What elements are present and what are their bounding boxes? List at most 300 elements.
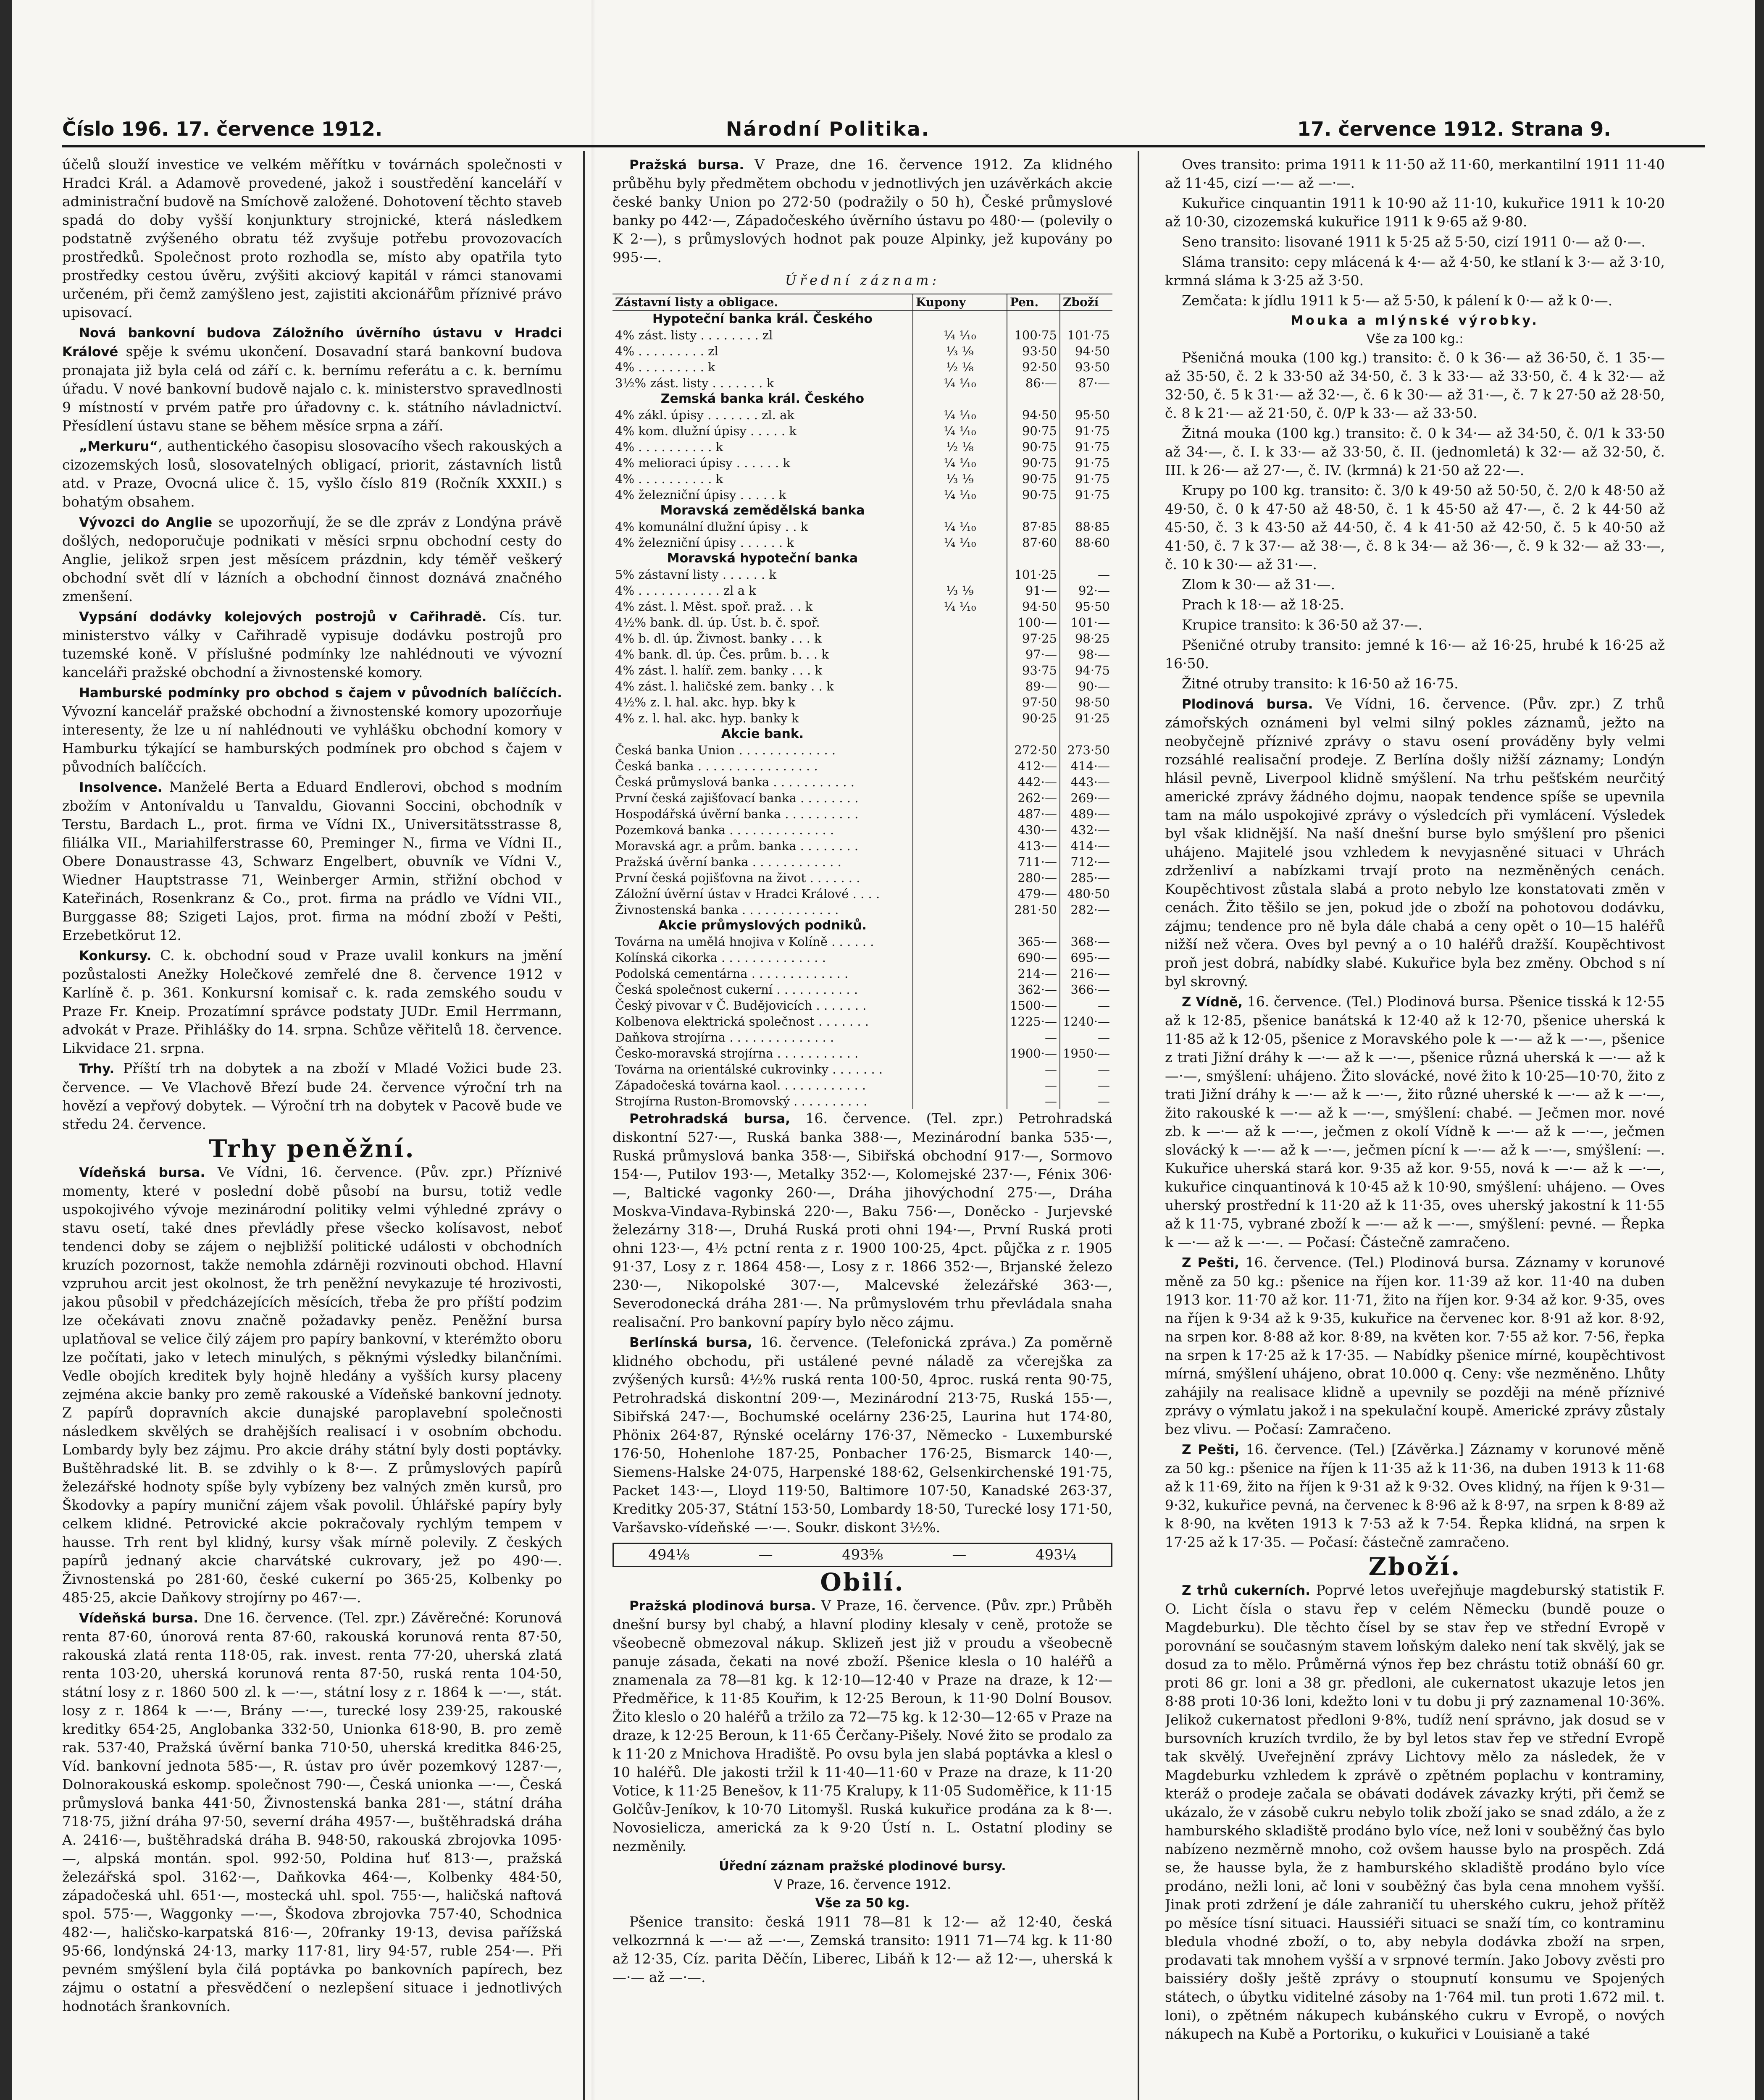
table-cell-price: — <box>1060 1093 1112 1109</box>
table-cell-name: 4% bank. dl. úp. Čes. prům. b. . . k <box>615 647 829 662</box>
table-cell-price: 89·— <box>1007 678 1060 694</box>
table-cell-price: 1500·— <box>1007 998 1060 1013</box>
paragraph-body: V Praze, 16. července. (Pův. zpr.) Průběh dnešní bursy byl chabý, a hlavní plodiny klesaly v ceně, protože se všeobecně obmezoval nákup. Sklizeň jest již v proudu a všeobecně panuje zásada, čekati na nové zboží. Pšenice klesla o 10 haléřů a znamenala za 78—81 kg. k 12·10—12·40 v Praze na draze, k 12·— Předměřice, k 11·85 Kouřim, k 12·25 Beroun, k 11·90 Dolní Bousov. Žito kleslo o 20 haléřů a tržilo za 72—75 kg. k 12·30—12·65 v Praze na draze, k 12·25 Beroun, k 11·65 Čerčany-Pišely. Nové žito se prodalo za k 11·20 z Mnichova Hradiště. Po ovsu byla jen slabá poptávka a klesl o 10 haléřů. Dle jakosti tržil k 11·40—11·60 v Praze na draze, k 11·20 Votice, k 11·25 Benešov, k 11·75 Kralupy, k 11·05 Sudoměřice, k 11·15 Golčův-Jeníkov, k 10·70 Litomyšl. Ruská kukuřice prodána za k 8·—. Novosielicza, americká za k 9·20 Ústí n. L. Ostatní plodiny se nezměnily. <box>613 1597 1112 1854</box>
paragraph-lead: Z Pešti, <box>1182 1255 1239 1270</box>
table-cell-price <box>1060 311 1112 327</box>
header-date-page: 17. července 1912. Strana 9. <box>1297 118 1611 140</box>
table-cell-coupon: ⅟₄ ⅟₁₀ <box>913 375 1007 391</box>
paragraph: Krupy po 100 kg. transito: č. 3/0 k 49·50 až 50·50, č. 2/0 k 48·50 až 49·50, č. 0 k 47·50 až 48·50, č. 1 k 45·50 až 47·—, č. 2 k 44·50 až 45·50, č. 3 k 43·50 až 44·50, č. 4 k 41·50 až 42·50, č. 5 k 40·50 až 41·50, č. 7 k 37·— až 38·—, č. 8 k 34·— až 36·—, č. 9 k 32·— až 33·—, č. 10 k 30·— až 31·—. <box>1165 482 1665 572</box>
table-cell-name: První česká zajišťovací banka . . . . . . . . <box>615 791 859 805</box>
table-row <box>613 934 1112 950</box>
table-cell-price: 86·— <box>1007 375 1060 391</box>
page-fold-shadow <box>592 0 596 2100</box>
paragraph <box>613 1109 1112 1331</box>
table-cell-price: — <box>1007 1061 1060 1077</box>
table-cell-coupon <box>913 1045 1007 1061</box>
table-cell-name: 4% zást. l. Měst. spoř. praž. . . k <box>615 599 813 614</box>
page-header <box>12 118 1755 149</box>
table-row <box>613 1045 1112 1061</box>
table-row <box>613 726 1112 742</box>
table-row <box>613 822 1112 838</box>
paragraph-lead: Plodinová bursa. <box>1182 697 1313 712</box>
table-cell-price: 91·75 <box>1060 423 1112 439</box>
table-cell-price: 414·— <box>1060 838 1112 854</box>
paragraph-body: Vývozní kancelář pražské obchodní a živnostenské komory upozorňuje interesenty, že lze u ní nahlédnouti ve vyhlášku obchodní komory v Hamburku týkající se hamburských podmínek pro obchod s čajem v původních balíčcích. <box>62 703 562 775</box>
table-cell-coupon: ⅟₃ ⅟₉ <box>913 471 1007 487</box>
table-cell-price: 88·85 <box>1060 519 1112 535</box>
table-cell-coupon <box>913 950 1007 966</box>
table-cell-price: 366·— <box>1060 982 1112 998</box>
table-cell-price <box>1060 503 1112 519</box>
paragraph <box>62 778 562 945</box>
column-header: Pen. <box>1007 294 1060 311</box>
table-cell-price: 442·— <box>1007 774 1060 790</box>
table-cell-coupon <box>913 614 1007 630</box>
paragraph-body: Příští trh na dobytek a na zboží v Mladé Vožici bude 23. července. — Ve Vlachově Březí bude 24. července výroční trh na hovězí a vepřový dobytek. — Výroční trh na dobytek v Pacově bude ve středu 24. července. <box>62 1060 562 1132</box>
paragraph <box>62 1163 562 1607</box>
table-cell-price <box>1007 391 1060 407</box>
table-cell-name: Továrna na orientálské cukrovinky . . . . . . . <box>615 1062 883 1076</box>
table-cell-coupon: ⅟₄ ⅟₁₀ <box>913 327 1007 343</box>
table-row <box>613 758 1112 774</box>
paragraph <box>1165 1581 1665 2043</box>
table-row <box>613 455 1112 471</box>
table-row <box>613 742 1112 758</box>
table-cell-price <box>1060 918 1112 934</box>
table-cell-price: 1225·— <box>1007 1013 1060 1029</box>
table-cell-name: 4% železniční úpisy . . . . . . k <box>615 536 794 550</box>
table-cell-price: 98·50 <box>1060 694 1112 710</box>
table-cell-price: 97·25 <box>1007 630 1060 646</box>
table-header-row <box>613 294 1112 311</box>
table-cell-name: 4% zást. l. halíř. zem. banky . . . k <box>615 663 823 677</box>
table-cell-coupon: ⅟₂ ⅟₈ <box>913 439 1007 455</box>
table-row <box>613 583 1112 598</box>
table-cell-name: 4% . . . . . . . . . . k <box>615 440 723 454</box>
table-cell-price: — <box>1060 998 1112 1013</box>
table-cell-price: 273·50 <box>1060 742 1112 758</box>
paragraph <box>62 683 562 776</box>
table-cell-price: 1240·— <box>1060 1013 1112 1029</box>
table-cell-coupon: ⅟₄ ⅟₁₀ <box>913 519 1007 535</box>
table-section-label: Zemská banka král. Českého <box>660 391 865 406</box>
table-cell-price: 101·— <box>1060 614 1112 630</box>
table-cell-price: 88·60 <box>1060 535 1112 551</box>
paragraph-body: Manželé Berta a Eduard Endlerovi, obchod s modním zbožím v Antonívaldu u Tanvaldu, Giovanni Soccini, obchodník v Terstu, Bardach L., prot. firma ve Vídni IX., Universitätsstrasse 8, filiálka VII., Mariahilferstrasse 60, Preminger N., firma ve Vídni II., Obere Donaustrasse 43, Schwarz Engelbert, obuvník ve Vídni V., Wiedner Hauptstrasse 71, Weinberger Armin, střižní obchod v Kateřinách, Rosenkranz & Co., prot. firma na prádlo ve Vídni VII., Burggasse 88; Szigeti Lajos, prot. firma na módní zboží v Pešti, Erzebetkörut 12. <box>62 779 562 943</box>
table-cell-coupon <box>913 886 1007 902</box>
table-cell-name: Živnostenská banka . . . . . . . . . . . . . <box>615 903 839 917</box>
paragraph: Žitné otruby transito: k 16·50 až 16·75. <box>1182 675 1459 692</box>
paragraph-lead: Petrohradská bursa, <box>629 1111 791 1126</box>
paragraph-lead: Vídeňská bursa. <box>79 1165 205 1180</box>
paragraph-body: , authentického časopisu slosovacího všech rakouských a cizozemských losů, slosovatelných obligací, priorit, zástavních listů atd. v Praze, Ovocná ulice č. 15, vyšlo číslo 819 (Ročník XXXII.) s bohatým obsahem. <box>62 438 562 510</box>
table-cell-price: 100·75 <box>1007 327 1060 343</box>
paragraph-body: 16. července. (Tel.) Plodinová bursa. Záznamy v korunové měně za 50 kg.: pšenice na říjen kor. 11·39 až kor. 11·40 na duben 1913 kor. 11·70 až kor. 11·71, žito na říjen kor. 9·34 až kor. 9·35, oves na říjen k 9·34 až k 9·35, kukuřice na červenec kor. 8·91 až kor. 8·92, na srpen kor. 8·88 až kor. 8·89, na květen kor. 7·55 až kor. 7·56, řepka na srpen k 17·25 až k 17·35. — Nabídky pšenice mírné, koupěchtivost mírná, smýšlení uhájeno, obrat 10.000 q. Ceny: vše nezměněno. Lhůty zahájily na realisace klidně a upevnily se později na méně příznivé zprávy o výmlatu jakož i na spekulační koupě. Americké zprávy zůstaly bez vlivu. — Počasí: Zamračeno. <box>1165 1254 1665 1437</box>
table-cell-name: 4% . . . . . . . . . zl <box>615 344 718 358</box>
table-cell-coupon <box>913 551 1007 567</box>
table-row <box>613 1093 1112 1109</box>
paragraph <box>1165 1253 1665 1438</box>
table-cell-coupon <box>913 822 1007 838</box>
table-cell-price: 94·75 <box>1060 662 1112 678</box>
paragraph: Zemčata: k jídlu 1911 k 5·— až 5·50, k pálení k 0·— až k 0·—. <box>1182 292 1613 309</box>
subsection-note: Vše za 50 kg. <box>815 1896 910 1911</box>
table-cell-price: 93·50 <box>1060 359 1112 375</box>
table-row <box>613 678 1112 694</box>
subsection-title: Úřední záznam pražské plodinové bursy. <box>719 1859 1006 1874</box>
table-cell-price: 489·— <box>1060 806 1112 822</box>
table-cell-price: 94·50 <box>1060 343 1112 359</box>
table-cell-price: 413·— <box>1007 838 1060 854</box>
table-cell-coupon <box>913 694 1007 710</box>
table-cell-coupon <box>913 662 1007 678</box>
table-cell-name: Strojírna Ruston-Bromovský . . . . . . . . . . <box>615 1094 868 1108</box>
table-cell-name: Hospodářská úvěrní banka . . . . . . . . . . <box>615 807 859 821</box>
paragraph: Sláma transito: cepy mlácená k 4·— až 4·50, ke stlaní k 3·— až 3·10, krmná sláma k 3·25 až 3·50. <box>1165 254 1665 289</box>
paragraph-lead: Vývozci do Anglie <box>79 515 213 530</box>
paragraph-body: Dne 16. července. (Tel. zpr.) Závěrečné: Korunová renta 87·60, únorová renta 87·60, rakouská korunová renta 87·50, rakouská zlatá renta 118·05, rak. invest. renta 77·20, uherská zlatá renta 103·20, uherská korunová renta 87·50, ruská renta 104·50, státní losy z r. 1860 500 zl. k —·—, státní losy z r. 1864 k —·—, stát. losy z r. 1864 k —·—, Brány —·—, turecké losy 239·25, rakouské kreditky 654·25, Anglobanka 332·50, Unionka 618·90, B. pro země rak. 537·40, Pražská úvěrní banka 710·50, uherská kreditka 846·25, Víd. bankovní jednota 585·—, R. ústav pro úvěr pozemkový 1287·—, Dolnorakouská eskomp. společnost 790·—, Česká unionka —·—, Česká průmyslová banka 441·50, Živnostenská banka 281·—, státní dráha 718·75, jižní dráha 97·50, severní dráha 4957·—, buštěhradská dráha A. 2416·—, buštěhradská dráha B. 948·50, rakouská zbrojovka 1095·—, alpská montán. spol. 992·50, Poldina huť 813·—, pražská železářská spol. 3162·—, Daňkovka 464·—, Kolbenky 484·50, západočeská uhl. 651·—, mostecká uhl. spol. 755·—, haličská naftová spol. 575·—, Waggonky —·—, Škodova zbrojovka 757·40, Schodnica 482·—, haličsko-karpatská 816·—, 20franky 19·13, devisa pařížská 95·66, londýnská 24·13, marky 117·81, liry 94·57, ruble 254·—. Při pevném smýšlení byla čilá poptávka po bankovních papírech, bez zájmu o ostatní a přesvědčení o nezlepšení situace i jednotlivých hodnotách šrankovních. <box>62 1609 562 2014</box>
table-cell-name: Západočeská továrna kaol. . . . . . . . . . . . <box>615 1078 866 1092</box>
table-cell-coupon <box>913 966 1007 982</box>
table-cell-price: 368·— <box>1060 934 1112 950</box>
table-cell-name: Záložní úvěrní ústav v Hradci Králové . . . . <box>615 887 880 901</box>
paragraph-lead: Pražská plodinová bursa. <box>629 1599 816 1614</box>
table-cell-coupon <box>913 391 1007 407</box>
table-row <box>613 535 1112 551</box>
table-cell-price: — <box>1007 1093 1060 1109</box>
table-row <box>613 551 1112 567</box>
table-cell-price: 94·50 <box>1007 407 1060 423</box>
table-cell-name: 4% zást. l. haličské zem. banky . . k <box>615 679 834 693</box>
table-cell-name: 5% zástavní listy . . . . . . k <box>615 567 777 582</box>
paragraph-body: spěje k svému ukončení. Dosavadní stará bankovní budova pronajata již byla celá od září c. k. bernímu referátu a c. k. bernímu úřadu. V nové bankovní budově najalo c. k. ministerstvo spravedlnosti 9 místností v prvém patře pro úřadovny c. k. státního návladnictví. Přesídlení ústavu stane se během měsíce srpna a září. <box>62 343 562 434</box>
table-cell-name: První česká pojišťovna na život . . . . . . . <box>615 871 860 885</box>
table-cell-coupon <box>913 567 1007 583</box>
table-row <box>613 694 1112 710</box>
column-2 <box>613 155 1112 2100</box>
table-cell-name: Pozemková banka . . . . . . . . . . . . . . <box>615 823 834 837</box>
table-cell-price: 91·75 <box>1060 455 1112 471</box>
paragraph <box>613 155 1112 267</box>
table-row <box>613 439 1112 455</box>
table-cell-price: 97·— <box>1007 646 1060 662</box>
table-cell-price: 87·— <box>1060 375 1112 391</box>
table-cell-price: 91·75 <box>1060 439 1112 455</box>
table-cell-price: 690·— <box>1007 950 1060 966</box>
table-cell-price: 281·50 <box>1007 902 1060 918</box>
table-cell-coupon <box>913 646 1007 662</box>
paragraph: Pšeničné otruby transito: jemné k 16·— až 16·25, hrubé k 16·25 až 16·50. <box>1165 637 1665 672</box>
paragraph-lead: Vídeňská bursa. <box>79 1611 198 1626</box>
table-cell-price: 91·25 <box>1060 710 1112 726</box>
table-cell-price: 94·50 <box>1007 598 1060 614</box>
paragraph: Krupice transito: k 36·50 až 37·—. <box>1182 617 1423 633</box>
table-cell-coupon <box>913 806 1007 822</box>
table-row <box>613 423 1112 439</box>
paragraph-body: 16. července. (Tel.) [Závěrka.] Záznamy v korunové měně za 50 kg.: pšenice na říjen k 11·35 až k 11·36, na duben 1913 k 11·68 až k 11·69, žito na říjen k 9·31 až k 9·32. Oves klidný, na říjen k 9·31—9·32, kukuřice pevná, na červenec k 8·96 až k 8·97, na srpen k 8·89 až k 8·90, na květen 1913 k 7·53 až k 7·54. Řepka klidná, na srpen k 17·25 až k 17·35. — Počasí: částečně zamračeno. <box>1165 1441 1665 1550</box>
table-cell-name: Česko-moravská strojírna . . . . . . . . . . . <box>615 1046 859 1060</box>
table-row <box>613 774 1112 790</box>
paragraph <box>1165 992 1665 1252</box>
table-body <box>613 311 1112 1109</box>
table-cell-price: 487·— <box>1007 806 1060 822</box>
table-cell-price <box>1007 918 1060 934</box>
table-cell-price: 285·— <box>1060 870 1112 886</box>
table-cell-name: Podolská cementárna . . . . . . . . . . . . . <box>615 966 849 981</box>
table-cell-price: 90·75 <box>1007 487 1060 503</box>
table-cell-coupon <box>913 630 1007 646</box>
table-cell-coupon: ⅟₂ ⅟₈ <box>913 359 1007 375</box>
table-cell-price: 412·— <box>1007 758 1060 774</box>
table-cell-coupon <box>913 870 1007 886</box>
table-cell-price: 430·— <box>1007 822 1060 838</box>
table-row <box>613 375 1112 391</box>
table-section-label: Akcie průmyslových podniků. <box>658 918 867 933</box>
table-cell-price: — <box>1060 1029 1112 1045</box>
paragraph <box>62 323 562 435</box>
table-cell-coupon <box>913 774 1007 790</box>
table-cell-coupon <box>913 934 1007 950</box>
paragraph: Prach k 18·— až 18·25. <box>1182 596 1344 613</box>
table-cell-price: 216·— <box>1060 966 1112 982</box>
paragraph-lead: Z Pešti, <box>1182 1442 1240 1457</box>
paragraph <box>1165 1440 1665 1551</box>
paragraph <box>613 1596 1112 1856</box>
table-cell-price: 90·25 <box>1007 710 1060 726</box>
table-cell-coupon <box>913 678 1007 694</box>
table-cell-coupon <box>913 1061 1007 1077</box>
table-cell-coupon <box>913 902 1007 918</box>
table-cell-coupon <box>913 710 1007 726</box>
newspaper-page <box>12 0 1755 2100</box>
table-row <box>613 391 1112 407</box>
table-row <box>613 567 1112 583</box>
table-cell-price: 90·75 <box>1007 439 1060 455</box>
table-cell-name: 4% . . . . . . . . . . k <box>615 472 723 486</box>
table-cell-price: 1900·— <box>1007 1045 1060 1061</box>
subsection-subtitle: V Praze, 16. července 1912. <box>774 1877 951 1892</box>
table-row <box>613 598 1112 614</box>
subsection-title: Mouka a mlýnské výrobky. <box>1291 313 1539 328</box>
table-cell-name: 4% kom. dlužní úpisy . . . . . k <box>615 424 797 438</box>
table-cell-price <box>1060 391 1112 407</box>
table-cell-price: 280·— <box>1007 870 1060 886</box>
table-cell-coupon: ⅟₄ ⅟₁₀ <box>913 535 1007 551</box>
table-cell-price: 414·— <box>1060 758 1112 774</box>
table-cell-price: — <box>1060 567 1112 583</box>
table-cell-price <box>1007 726 1060 742</box>
table-cell-price: 214·— <box>1007 966 1060 982</box>
table-cell-price: 91·75 <box>1060 487 1112 503</box>
table-row <box>613 519 1112 535</box>
column-header: Zboží <box>1060 294 1112 311</box>
paragraph-lead: Hamburské podmínky pro obchod s čajem v původních balíčcích. <box>79 685 562 701</box>
header-masthead: Národní Politika. <box>726 118 931 140</box>
price-value: 493¼ <box>1035 1546 1077 1563</box>
table-cell-name: 4% zákl. úpisy . . . . . . . zl. ak <box>615 408 794 422</box>
table-cell-name: Moravská agr. a prům. banka . . . . . . . . <box>615 839 859 853</box>
table-cell-price: — <box>1007 1077 1060 1093</box>
paragraph-lead: Trhy. <box>79 1061 115 1076</box>
table-cell-price: 365·— <box>1007 934 1060 950</box>
table-cell-name: 4% b. dl. úp. Živnost. banky . . . k <box>615 631 822 646</box>
table-cell-price: — <box>1007 1029 1060 1045</box>
table-cell-price: 92·— <box>1060 583 1112 598</box>
table-cell-name: Kolbenova elektrická společnost . . . . . . . <box>615 1014 869 1029</box>
header-issue: Číslo 196. 17. července 1912. <box>62 118 383 140</box>
table-row <box>613 1029 1112 1045</box>
paragraph-lead: Z Vídně, <box>1182 995 1243 1010</box>
table-row <box>613 1077 1112 1093</box>
paragraph: Kukuřice cinquantin 1911 k 10·90 až 11·10, kukuřice 1911 k 10·20 až 10·30, cizozemská kukuřice 1911 k 9·65 až 9·80. <box>1165 195 1665 230</box>
table-title: Úřední záznam: <box>785 272 940 288</box>
column-1 <box>62 155 562 2100</box>
table-cell-coupon <box>913 1093 1007 1109</box>
table-cell-coupon <box>913 1013 1007 1029</box>
table-cell-coupon: ⅟₄ ⅟₁₀ <box>913 455 1007 471</box>
table-cell-coupon <box>913 918 1007 934</box>
table-cell-name: Český pivovar v Č. Budějovicích . . . . . . . <box>615 998 867 1013</box>
table-cell-price: 1950·— <box>1060 1045 1112 1061</box>
paragraph <box>62 946 562 1058</box>
paragraph <box>62 513 562 606</box>
table-row <box>613 487 1112 503</box>
table-row <box>613 614 1112 630</box>
table-row <box>613 710 1112 726</box>
table-cell-price: 101·25 <box>1007 567 1060 583</box>
table-cell-price: 87·85 <box>1007 519 1060 535</box>
table-cell-name: 4% komunální dlužní úpisy . . k <box>615 520 808 534</box>
paragraph <box>1165 695 1665 991</box>
table-cell-price: 90·— <box>1060 678 1112 694</box>
paragraph: Oves transito: prima 1911 k 11·50 až 11·60, merkantilní 1911 11·40 až 11·45, cizí —·— až —·—. <box>1165 156 1665 191</box>
paragraph-body: C. k. obchodní soud v Praze uvalil konkurs na jmění pozůstalosti Anežky Holečkové zemřelé dne 8. července 1912 v Karlíně č. p. 361. Konkursní komisař c. k. rada zemského soudu v Praze Fr. Kneip. Prozatímní správce podstaty JUDr. Emil Herrmann, advokát v Praze. Přihlášky do 14. srpna. Schůze věřitelů 18. července. Likvidace 21. srpna. <box>62 947 562 1056</box>
paragraph: Žitná mouka (100 kg.) transito: č. 0 k 34·— až 34·50, č. 0/1 k 33·50 až 34·—, č. I. k 33·— až 33·50, č. II. (jednomletá) k 32·— až 32·50, č. III. k 26·— až 27·—, č. IV. (krmná) k 21·50 až 22·—. <box>1165 425 1665 478</box>
table-cell-coupon <box>913 1029 1007 1045</box>
table-cell-price: 711·— <box>1007 854 1060 870</box>
table-row <box>613 311 1112 327</box>
table-row <box>613 966 1112 982</box>
table-cell-name: Daňkova strojírna . . . . . . . . . . . . . . <box>615 1030 834 1045</box>
table-cell-price: 98·— <box>1060 646 1112 662</box>
table-cell-coupon <box>913 854 1007 870</box>
table-cell-price: 443·— <box>1060 774 1112 790</box>
table-cell-coupon: ⅟₄ ⅟₁₀ <box>913 407 1007 423</box>
table-cell-price: 91·— <box>1007 583 1060 598</box>
table-row <box>613 503 1112 519</box>
table-cell-name: 4½% z. l. hal. akc. hyp. bky k <box>615 695 796 709</box>
paragraph-body: 16. července. (Telefonická zpráva.) Za poměrně klidného obchodu, při ustálené pevné náladě za včerejška za zvýšených kursů: 4½% ruská renta 100·50, 4proc. ruská renta 90·75, Petrohradská diskontní 209·—, Mezinárodní 213·75, Ruská 155·—, Sibiřská 247·—, Bochumské ocelárny 236·25, Laurina hut 174·80, Phönix 264·87, Rýnské ocelárny 176·37, Německo - Luxemburské 176·50, Hohenlohe 187·25, Ponbacher 176·25, Bismarck 140·—, Siemens-Halske 24·075, Harpenské 188·62, Gelsenkirchenské 191·75, Packet 143·—, Lloyd 119·50, Baltimore 107·50, Kanadské 263·37, Kreditky 205·37, Státní 153·50, Lombardy 18·50, Turecké losy 171·50, Varšavsko-vídeňské —·—. Soukr. diskont 3½%. <box>613 1334 1112 1536</box>
paragraph-lead: Z trhů cukerních. <box>1182 1583 1310 1598</box>
paragraph <box>62 1609 562 2016</box>
paragraph-lead: Insolvence. <box>79 780 163 795</box>
paragraph: Seno transito: lisované 1911 k 5·25 až 5·50, cizí 1911 0·— až 0·—. <box>1182 234 1646 250</box>
table-cell-name: 4% . . . . . . . . . k <box>615 360 715 374</box>
table-cell-price: 90·75 <box>1007 423 1060 439</box>
table-cell-coupon: ⅟₃ ⅟₉ <box>913 583 1007 598</box>
paragraph-lead: Konkursy. <box>79 948 152 963</box>
table-row <box>613 870 1112 886</box>
table-cell-name: 4% z. l. hal. akc. hyp. banky k <box>615 711 799 725</box>
paragraph: Pšeničná mouka (100 kg.) transito: č. 0 k 36·— až 36·50, č. 1 35·— až 35·50, č. 2 k 33·50 až 34·50, č. 3 k 33·— až 33·50, č. 4 k 32·— až 32·50, č. 5 k 31·— až 32·—, č. 6 k 30·— až 31·—, č. 7 k 27·50 až 28·50, č. 8 k 21·— až 21·50, č. 0/P k 33·— až 33·50. <box>1165 349 1665 421</box>
table-cell-price: 480·50 <box>1060 886 1112 902</box>
table-cell-name: 4% železniční úpisy . . . . . k <box>615 488 786 502</box>
paragraph-body: Poprvé letos uveřejňuje magdeburský statistik F. O. Licht čísla o stavu řep v celém Německu (bundě pouze o Magdeburku). Dle těchto čísel by se stav řep ve střední Evropě v porovnání se současným stavem loňským daleko není tak skvělý, jak se dosud za to mělo. Průměrná výnos řep bez chrástu totiž obnáší 60 gr. proti 86 gr. loni a 38 gr. předloni, ale cukernatost ukazuje letos jen 8·88 proti 10·36 loni, kdežto loni v tu dobu ji prý zaznamenal 10·36%. Jelikož cukernatost předloni 9·8%, tudíž není správno, jak dosud se v bursovních kruzích tvrdilo, že by byl letos stav řep ve střední Evropě tak skvělý. Uveřejnění zprávy Lichtovy mělo za následek, že v Magdeburku vzhledem k zprávě o zpětném poplachu v kontraminy, kteráž o prodeje začala se obávati dodávek závazky krýti, při čemž se ukázalo, že v zásobě cukru nebylo tolik zboží jako se snad zdálo, a že z hamburského skladiště prodáno bylo více, než loni v souběžný čas bylo nabízeno nezměrně mnoho, což ovšem hausse bylo na prospěch. Zdá se, že hausse byla, že z hamburského skladiště prodáno bylo více prodáno, nežli loni, ač loni v souběžný čas byla cena mnohem vyšší. Jinak proti zdržení je dále zahraničí tu uherského cukru, jehož přítěž po měsíce tísní situaci. Haussiéři situaci se snaží tím, co kontraminu bledula vhodné zboží, o to, aby nebyla dodávka zboží na srpen, prodavati tak mnohem vyšší a v srpnové termín. Jako Jobovy zvěsti pro baissiéry došly ještě zprávy o stoupnutí konsumu ve Spojených státech, o úbytku viditelné zásoby na 1·764 mil. tun proti 1.672 mil. t. loni), o zpětném nákupech kubánského cukru v Evropě, o nových nákupech na Kubě a Portoriku, o kukuřici v Louisianě a také <box>1165 1582 1665 2042</box>
table-cell-coupon <box>913 758 1007 774</box>
table-cell-price: 90·75 <box>1007 471 1060 487</box>
table-cell-price: 695·— <box>1060 950 1112 966</box>
table-cell-price <box>1007 311 1060 327</box>
table-cell-price: 93·50 <box>1007 343 1060 359</box>
table-row <box>613 790 1112 806</box>
table-cell-coupon <box>913 726 1007 742</box>
table-section-label: Moravská hypoteční banka <box>667 551 858 566</box>
column-3 <box>1165 155 1665 2100</box>
table-cell-price: 269·— <box>1060 790 1112 806</box>
paragraph-lead: „Merkuru“ <box>79 439 158 454</box>
table-cell-name: 3½% zást. listy . . . . . . . k <box>615 376 774 390</box>
table-cell-name: 4% zást. listy . . . . . . . . zl <box>615 328 773 342</box>
paragraph-lead: Berlínská bursa, <box>629 1335 752 1350</box>
table-cell-price: — <box>1060 1061 1112 1077</box>
table-section-label: Moravská zemědělská banka <box>660 503 865 518</box>
table-cell-coupon <box>913 998 1007 1013</box>
paragraph-body: 16. července. (Tel. zpr.) Petrohradská diskontní 527·—, Ruská banka 388·—, Mezinárodní banka 535·—, Ruská průmyslová banka 358·—, Sibiřská obchodní 917·—, Sormovo 154·—, Putilov 193·—, Metalky 352·—, Kolomejské 237·—, Fénix 306·—, Baltické vagonky 260·—, Dráha jihovýchodní 275·—, Dráha Moskva-Vindava-Rybinská 220·—, Baku 756·—, Doněcko - Jurjevské železárny 318·—, Druhá Ruská proti ohni 194·—, První Ruská proti ohni 123·—, 4½ pctní renta z r. 1900 100·25, 4pct. půjčka z r. 1905 91·37, Losy z r. 1864 458·—, Losy z r. 1866 352·—, Brjanské železo 230·—, Nikopolské 307·—, Malcevské železářské 363·—, Severodonecká dráha 281·—. Na průmyslovém trhu převládala snaha realisační. Pro bankovní papíry bylo něco zájmu. <box>613 1110 1112 1330</box>
paragraph-body: V Praze, dne 16. července 1912. Za klidného průběhu byly předmětem obchodu v jednotlivých jen uzávěrkách akcie české banky Union po 272·50 (podražily o 50 h), České průmyslové banky po 442·—, Západočeského úvěrního ústavu po 480·— (polevily o K 2·—), s průmyslových hodnot pak pouze Alpinky, jež kupovány po 995·—. <box>613 156 1112 265</box>
paragraph <box>62 437 562 511</box>
table-cell-price: 95·50 <box>1060 407 1112 423</box>
paragraph <box>62 1059 562 1134</box>
table-cell-coupon <box>913 503 1007 519</box>
table-row <box>613 998 1112 1013</box>
table-row <box>613 327 1112 343</box>
table-cell-name: Továrna na umělá hnojiva v Kolíně . . . . . . <box>615 934 874 949</box>
table-row <box>613 918 1112 934</box>
paragraph <box>62 607 562 682</box>
column-header: Kupony <box>913 294 1007 311</box>
section-heading: Trhy peněžní. <box>209 1134 415 1163</box>
paragraph-lead: Nová bankovní budova Záložního úvěrního ústavu v Hradci Králové <box>62 326 562 360</box>
table-row <box>613 902 1112 918</box>
securities-table <box>613 294 1112 1109</box>
table-cell-price: 93·75 <box>1007 662 1060 678</box>
section-heading: Obilí. <box>820 1568 905 1596</box>
table-cell-name: Pražská úvěrní banka . . . . . . . . . . . . <box>615 855 841 869</box>
price-separator: — <box>758 1546 773 1563</box>
table-cell-price: 87·60 <box>1007 535 1060 551</box>
table-cell-name: Česká banka . . . . . . . . . . . . . . . . <box>615 759 818 773</box>
table-cell-coupon <box>913 790 1007 806</box>
paragraph-body: Ve Vídni, 16. července. (Pův. zpr.) Příznivé momenty, které v poslední době působí na bursu, totiž vedle uspokojivého vývoje mezinárodní politiky velmi výhledné zprávy o stavu osetí, také dnes převládly přese všecko kolísavost, neboť tendenci doby se zájem o nejbližší politické události v obchodních kruzích pozornost, takže nemohla zdárněji rozvinouti obchod. Hlavní vzpruhou arcit jest okolnost, že trh peněžní nevykazuje té hrozivosti, jakou působil v předcházejících měsících, třeba že pro příští podzim lze očekávati znovu značně požadavky peněz. Peněžní bursa uplatňoval se velice čilý zájem pro papíry bankovní, v kterémžto oboru lze počítati, jako v letech minulých, s pěknými výsledky bilančními. Vedle obojích kreditek byly hojně hledány a vyšších kursy placeny zejména akcie banky pro země rakouské a Vídeňské bankovní jednoty. Z papírů dopravních akcie dunajské paroplavební společnosti následkem skvělých se drahějších realisací i v osobním obchodu. Lombardy byly bez zájmu. Pro akcie dráhy státní byly dosti poptávky. Buštěhradské lit. B. se zdvihly o k 8·—. Z průmyslových papírů železářské hodnoty spíše byly vybízeny bez valných změn kursů, pro Škodovky a papíry muniční zájem však povolil. Úhlářské papíry byly celkem klidné. Petrovické akcie pokračovaly rychlým tempem v hausse. Trh rent byl klidný, kursy však mírně polevily. Z českých papírů jednaný akcie charvátské cukrovary, jež po 490·—. Živnostenská po 281·60, české cukerní po 365·25, Kolbenky po 485·25, akcie Daňkovy strojírny po 467·—. <box>62 1164 562 1606</box>
table-cell-coupon: ⅟₃ ⅟₉ <box>913 343 1007 359</box>
paragraph-lead: Vypsání dodávky kolejových postrojů v Cařihradě. <box>79 609 487 625</box>
table-cell-coupon <box>913 311 1007 327</box>
table-cell-coupon <box>913 1077 1007 1093</box>
header-rule <box>62 145 1705 147</box>
table-cell-price: 282·— <box>1060 902 1112 918</box>
paragraph-body: Cís. tur. ministerstvo války v Cařihradě vypisuje dodávku postrojů pro tuzemské koně. V příslušné podmínky lze nahlédnouti ve vývozní kanceláři pražské obchodní a živnostenské komory. <box>62 608 562 680</box>
table-cell-coupon: ⅟₄ ⅟₁₀ <box>913 487 1007 503</box>
table-cell-price: 91·75 <box>1060 471 1112 487</box>
table-row <box>613 886 1112 902</box>
table-cell-coupon <box>913 742 1007 758</box>
table-cell-price <box>1007 551 1060 567</box>
table-cell-name: 4% . . . . . . . . . . . zl a k <box>615 583 756 598</box>
table-cell-price: 272·50 <box>1007 742 1060 758</box>
table-cell-name: Česká společnost cukerní . . . . . . . . . . . <box>615 982 858 997</box>
table-row <box>613 630 1112 646</box>
table-cell-price: 92·50 <box>1007 359 1060 375</box>
